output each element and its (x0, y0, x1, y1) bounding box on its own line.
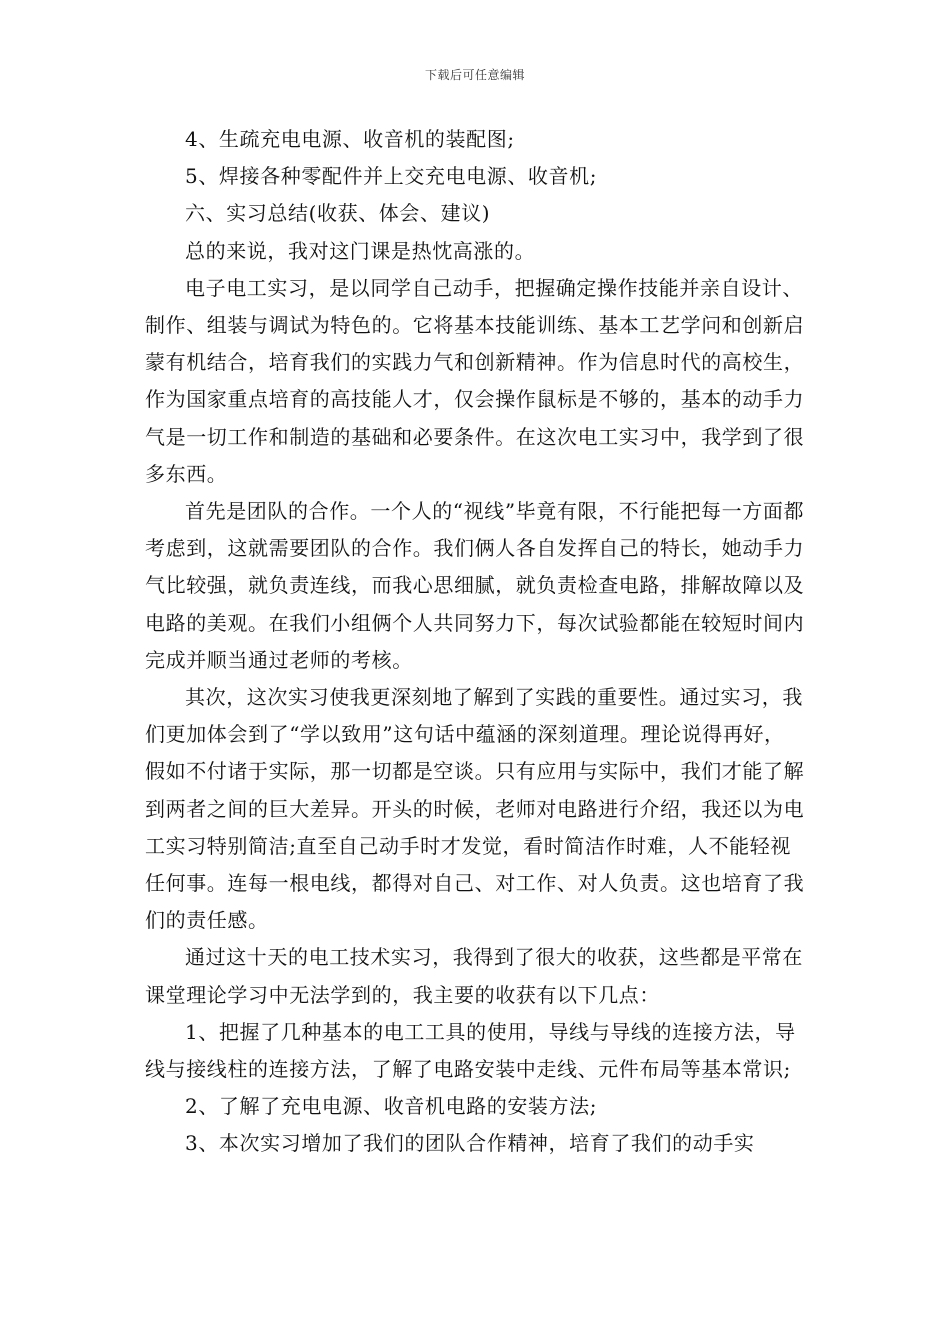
list-item: 3、本次实习增加了我们的团队合作精神，培育了我们的动手实 (185, 1131, 755, 1156)
paragraph: 首先是团队的合作。一个人的“视线”毕竟有限，不行能把每一方面都考虑到，这就需要团队的合作。我们俩人各自发挥自己的特长，她动手力气比较强，就负责连线，而我心思细腻，就负责检查电路，排解故障以及电路的美观。在我们小组俩个人共同努力下，每次试验都能在较短时间内完成并顺当通过老师的考核。 (145, 499, 805, 672)
paragraph: 通过这十天的电工技术实习，我得到了很大的收获，这些都是平常在课堂理论学习中无法学到的，我主要的收获有以下几点： (145, 945, 803, 1007)
paragraph: 4、生疏充电电源、收音机的装配图; (185, 127, 515, 151)
list-item: 2、了解了充电电源、收音机电路的安装方法; (185, 1094, 598, 1119)
paragraph: 电子电工实习，是以同学自己动手，把握确定操作技能并亲自设计、制作、组装与调试为特色的。它将基本技能训练、基本工艺学问和创新启蒙有机结合，培育我们的实践力气和创新精神。作为信息时代的高校生，作为国家重点培育的高技能人才，仅会操作鼠标是不够的，基本的动手力气是一切工作和制造的基础和必要条件。在这次电工实习中，我学到了很多东西。 (145, 275, 805, 486)
page-header: 下载后可任意编辑 (424, 68, 525, 82)
document-body (145, 121, 805, 1163)
paragraph: 总的来说，我对这门课是热忱高涨的。 (185, 238, 536, 263)
paragraph: 5、焊接各种零配件并上交充电电源、收音机; (185, 164, 598, 189)
section-heading: 六、实习总结(收获、体会、建议) (185, 201, 491, 226)
list-item: 1、把握了几种基本的电工工具的使用，导线与导线的连接方法，导线与接线柱的连接方法，了解了电路安装中走线、元件布局等基本常识; (145, 1019, 796, 1082)
paragraph: 其次，这次实习使我更深刻地了解到了实践的重要性。通过实习，我们更加体会到了“学以致用”这句话中蕴涵的深刻道理。理论说得再好，假如不付诸于实际，那一切都是空谈。只有应用与实际中，我们才能了解到两者之间的巨大差异。开头的时候，老师对电路进行介绍，我还以为电工实习特别简洁;直至自己动手时才发觉，看时简洁作时难，人不能轻视任何事。连每一根电线，都得对自己、对工作、对人负责。这也培育了我们的责任感。 (145, 685, 805, 933)
